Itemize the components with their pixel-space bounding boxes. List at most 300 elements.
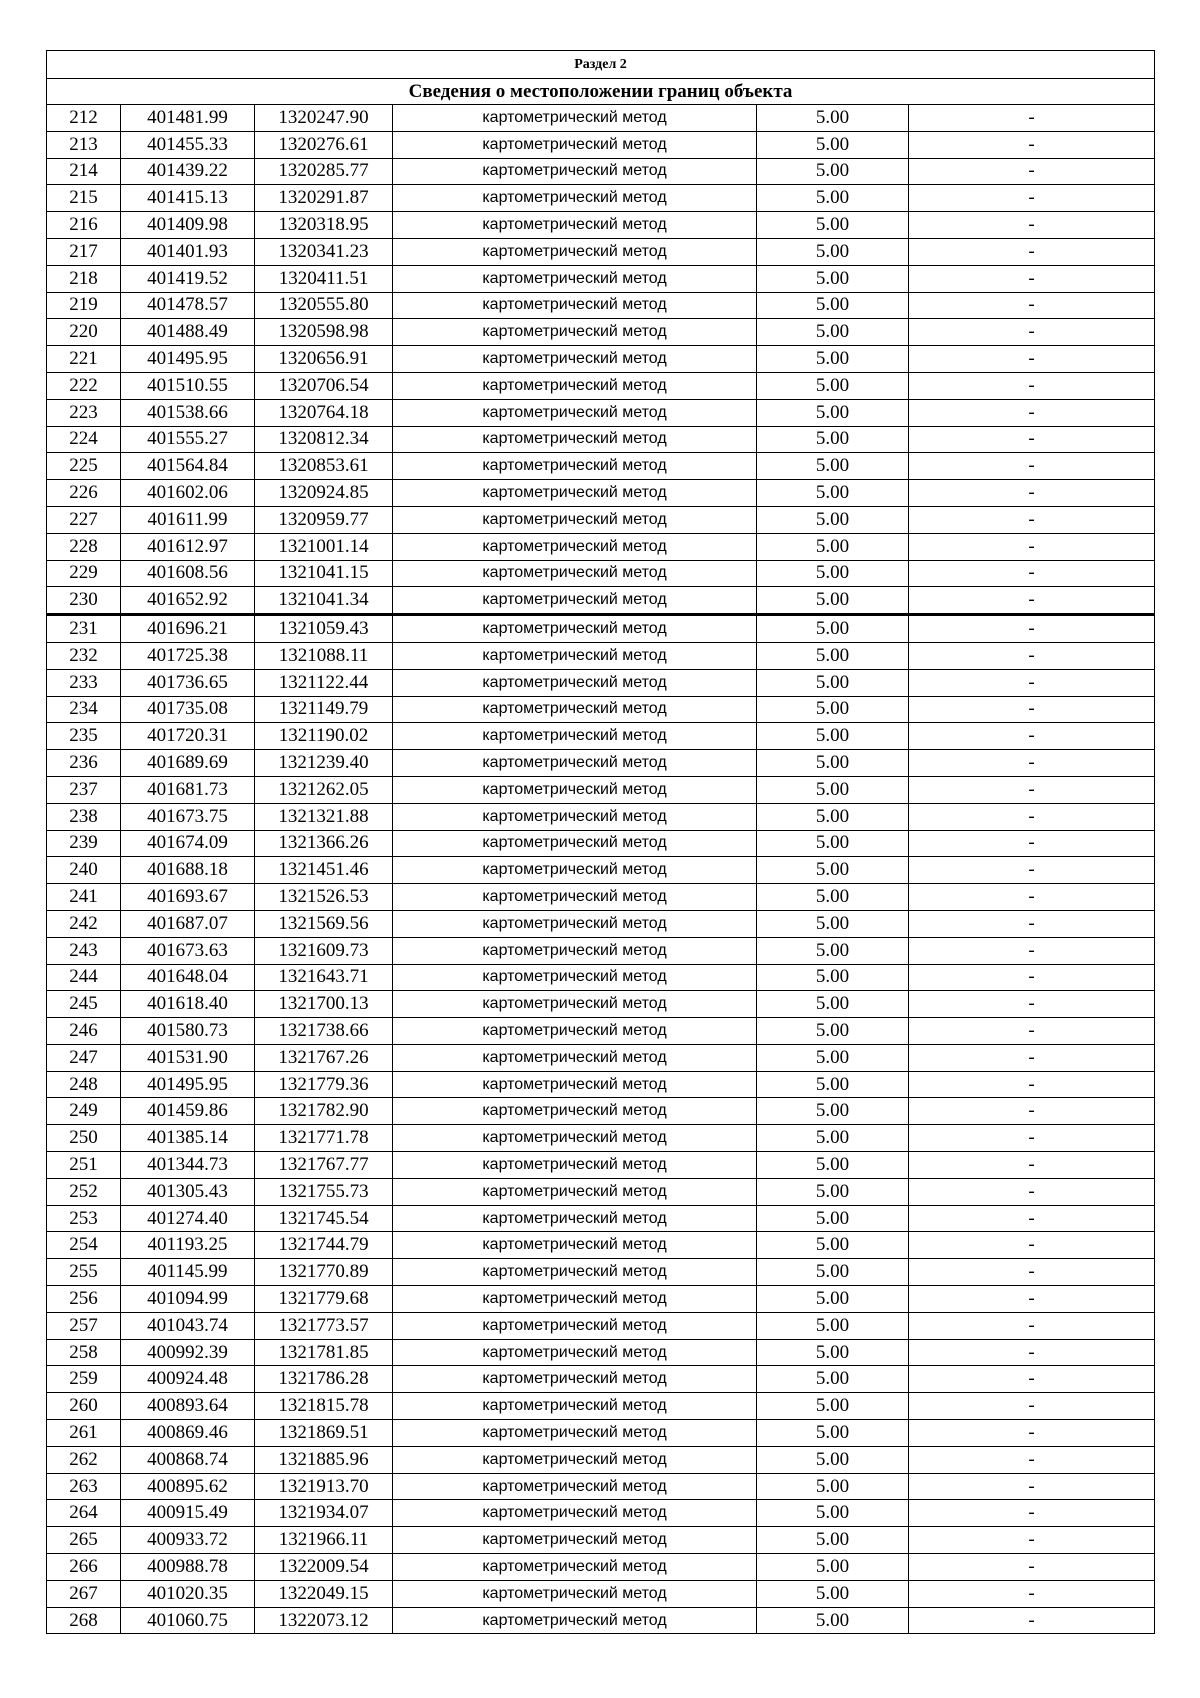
coord-x-cell: 401060.75	[121, 1607, 255, 1634]
coord-y-cell: 1320924.85	[255, 480, 393, 507]
point-number-cell: 246	[47, 1018, 121, 1045]
description-cell: -	[909, 1393, 1155, 1420]
description-cell: -	[909, 910, 1155, 937]
coord-x-cell: 400992.39	[121, 1339, 255, 1366]
point-number-cell: 253	[47, 1205, 121, 1232]
table-row	[47, 185, 1155, 212]
coord-y-cell: 1321738.66	[255, 1018, 393, 1045]
accuracy-cell: 5.00	[757, 426, 909, 453]
accuracy-cell: 5.00	[757, 506, 909, 533]
coord-x-cell: 401510.55	[121, 372, 255, 399]
coord-x-cell: 400924.48	[121, 1366, 255, 1393]
accuracy-cell: 5.00	[757, 1259, 909, 1286]
point-number-cell: 221	[47, 346, 121, 373]
coord-x-cell: 401538.66	[121, 399, 255, 426]
description-cell: -	[909, 480, 1155, 507]
accuracy-cell: 5.00	[757, 158, 909, 185]
method-cell: картометрический метод	[393, 1446, 757, 1473]
accuracy-cell: 5.00	[757, 560, 909, 587]
table-row	[47, 723, 1155, 750]
description-cell: -	[909, 105, 1155, 132]
accuracy-cell: 5.00	[757, 1366, 909, 1393]
coord-x-cell: 401618.40	[121, 991, 255, 1018]
point-number-cell: 254	[47, 1232, 121, 1259]
method-cell: картометрический метод	[393, 750, 757, 777]
table-row	[47, 803, 1155, 830]
table-row	[47, 1125, 1155, 1152]
table-row	[47, 426, 1155, 453]
table-row	[47, 292, 1155, 319]
point-number-cell: 214	[47, 158, 121, 185]
coord-x-cell: 401602.06	[121, 480, 255, 507]
coord-y-cell: 1321771.78	[255, 1125, 393, 1152]
point-number-cell: 218	[47, 265, 121, 292]
accuracy-cell: 5.00	[757, 1554, 909, 1581]
coord-y-cell: 1321262.05	[255, 776, 393, 803]
accuracy-cell: 5.00	[757, 453, 909, 480]
accuracy-cell: 5.00	[757, 1473, 909, 1500]
coord-y-cell: 1321041.34	[255, 587, 393, 615]
description-cell: -	[909, 964, 1155, 991]
method-cell: картометрический метод	[393, 857, 757, 884]
coord-x-cell: 401725.38	[121, 642, 255, 669]
table-row	[47, 1420, 1155, 1447]
coord-y-cell: 1321773.57	[255, 1312, 393, 1339]
coord-y-cell: 1321059.43	[255, 615, 393, 643]
description-cell: -	[909, 1232, 1155, 1259]
coord-y-cell: 1321779.68	[255, 1286, 393, 1313]
coord-x-cell: 401688.18	[121, 857, 255, 884]
description-cell: -	[909, 1098, 1155, 1125]
coord-x-cell: 400895.62	[121, 1473, 255, 1500]
accuracy-cell: 5.00	[757, 399, 909, 426]
coord-y-cell: 1321745.54	[255, 1205, 393, 1232]
description-cell: -	[909, 1044, 1155, 1071]
point-number-cell: 216	[47, 212, 121, 239]
accuracy-cell: 5.00	[757, 238, 909, 265]
table-row	[47, 238, 1155, 265]
coord-x-cell: 401094.99	[121, 1286, 255, 1313]
coord-y-cell: 1320411.51	[255, 265, 393, 292]
description-cell: -	[909, 587, 1155, 615]
description-cell: -	[909, 750, 1155, 777]
coord-x-cell: 400915.49	[121, 1500, 255, 1527]
coord-y-cell: 1321041.15	[255, 560, 393, 587]
description-cell: -	[909, 185, 1155, 212]
coord-y-cell: 1320764.18	[255, 399, 393, 426]
coord-y-cell: 1321451.46	[255, 857, 393, 884]
method-cell: картометрический метод	[393, 560, 757, 587]
accuracy-cell: 5.00	[757, 696, 909, 723]
point-number-cell: 268	[47, 1607, 121, 1634]
method-cell: картометрический метод	[393, 776, 757, 803]
boundary-coordinates-table	[46, 50, 1155, 1634]
coord-y-cell: 1320853.61	[255, 453, 393, 480]
accuracy-cell: 5.00	[757, 776, 909, 803]
accuracy-cell: 5.00	[757, 1098, 909, 1125]
coord-x-cell: 401673.75	[121, 803, 255, 830]
coord-x-cell: 401415.13	[121, 185, 255, 212]
method-cell: картометрический метод	[393, 212, 757, 239]
coord-y-cell: 1321239.40	[255, 750, 393, 777]
accuracy-cell: 5.00	[757, 1420, 909, 1447]
accuracy-cell: 5.00	[757, 964, 909, 991]
description-cell: -	[909, 696, 1155, 723]
description-cell: -	[909, 1339, 1155, 1366]
table-row	[47, 372, 1155, 399]
accuracy-cell: 5.00	[757, 1580, 909, 1607]
accuracy-cell: 5.00	[757, 131, 909, 158]
accuracy-cell: 5.00	[757, 1205, 909, 1232]
method-cell: картометрический метод	[393, 158, 757, 185]
coord-x-cell: 400933.72	[121, 1527, 255, 1554]
table-row	[47, 857, 1155, 884]
accuracy-cell: 5.00	[757, 669, 909, 696]
method-cell: картометрический метод	[393, 991, 757, 1018]
coord-x-cell: 401555.27	[121, 426, 255, 453]
coord-y-cell: 1321815.78	[255, 1393, 393, 1420]
table-row	[47, 1044, 1155, 1071]
coord-y-cell: 1321700.13	[255, 991, 393, 1018]
description-cell: -	[909, 937, 1155, 964]
method-cell: картометрический метод	[393, 830, 757, 857]
point-number-cell: 220	[47, 319, 121, 346]
method-cell: картометрический метод	[393, 1044, 757, 1071]
coord-x-cell: 400893.64	[121, 1393, 255, 1420]
description-cell: -	[909, 560, 1155, 587]
accuracy-cell: 5.00	[757, 480, 909, 507]
description-cell: -	[909, 292, 1155, 319]
coord-y-cell: 1321122.44	[255, 669, 393, 696]
coord-x-cell: 400869.46	[121, 1420, 255, 1447]
method-cell: картометрический метод	[393, 1098, 757, 1125]
point-number-cell: 232	[47, 642, 121, 669]
description-cell: -	[909, 1312, 1155, 1339]
description-cell: -	[909, 1125, 1155, 1152]
table-row	[47, 1205, 1155, 1232]
description-cell: -	[909, 1071, 1155, 1098]
coord-y-cell: 1321366.26	[255, 830, 393, 857]
point-number-cell: 263	[47, 1473, 121, 1500]
description-cell: -	[909, 669, 1155, 696]
method-cell: картометрический метод	[393, 346, 757, 373]
coord-x-cell: 401696.21	[121, 615, 255, 643]
accuracy-cell: 5.00	[757, 587, 909, 615]
description-cell: -	[909, 1500, 1155, 1527]
table-row	[47, 696, 1155, 723]
coord-x-cell: 401344.73	[121, 1152, 255, 1179]
coord-y-cell: 1321088.11	[255, 642, 393, 669]
method-cell: картометрический метод	[393, 1312, 757, 1339]
accuracy-cell: 5.00	[757, 1500, 909, 1527]
table-row	[47, 1178, 1155, 1205]
method-cell: картометрический метод	[393, 910, 757, 937]
point-number-cell: 223	[47, 399, 121, 426]
description-cell: -	[909, 1178, 1155, 1205]
table-row	[47, 105, 1155, 132]
method-cell: картометрический метод	[393, 1152, 757, 1179]
coord-y-cell: 1321001.14	[255, 533, 393, 560]
description-cell: -	[909, 319, 1155, 346]
accuracy-cell: 5.00	[757, 937, 909, 964]
coord-y-cell: 1321966.11	[255, 1527, 393, 1554]
table-row	[47, 1393, 1155, 1420]
coord-x-cell: 401495.95	[121, 1071, 255, 1098]
coord-y-cell: 1320291.87	[255, 185, 393, 212]
point-number-cell: 267	[47, 1580, 121, 1607]
point-number-cell: 250	[47, 1125, 121, 1152]
method-cell: картометрический метод	[393, 669, 757, 696]
description-cell: -	[909, 1205, 1155, 1232]
accuracy-cell: 5.00	[757, 1446, 909, 1473]
coord-y-cell: 1321885.96	[255, 1446, 393, 1473]
accuracy-cell: 5.00	[757, 1286, 909, 1313]
method-cell: картометрический метод	[393, 265, 757, 292]
description-cell: -	[909, 1607, 1155, 1634]
coord-y-cell: 1320706.54	[255, 372, 393, 399]
accuracy-cell: 5.00	[757, 991, 909, 1018]
method-cell: картометрический метод	[393, 372, 757, 399]
coord-x-cell: 401735.08	[121, 696, 255, 723]
section-title-row	[47, 79, 1155, 105]
accuracy-cell: 5.00	[757, 884, 909, 911]
table-row	[47, 533, 1155, 560]
description-cell: -	[909, 158, 1155, 185]
point-number-cell: 251	[47, 1152, 121, 1179]
coord-x-cell: 401612.97	[121, 533, 255, 560]
accuracy-cell: 5.00	[757, 319, 909, 346]
method-cell: картометрический метод	[393, 105, 757, 132]
description-cell: -	[909, 265, 1155, 292]
accuracy-cell: 5.00	[757, 372, 909, 399]
point-number-cell: 260	[47, 1393, 121, 1420]
description-cell: -	[909, 615, 1155, 643]
table-row	[47, 615, 1155, 643]
description-cell: -	[909, 426, 1155, 453]
description-cell: -	[909, 857, 1155, 884]
point-number-cell: 245	[47, 991, 121, 1018]
coord-x-cell: 401648.04	[121, 964, 255, 991]
method-cell: картометрический метод	[393, 292, 757, 319]
method-cell: картометрический метод	[393, 803, 757, 830]
description-cell: -	[909, 1286, 1155, 1313]
table-row	[47, 131, 1155, 158]
accuracy-cell: 5.00	[757, 1339, 909, 1366]
coord-x-cell: 401495.95	[121, 346, 255, 373]
description-cell: -	[909, 803, 1155, 830]
coord-y-cell: 1321526.53	[255, 884, 393, 911]
point-number-cell: 255	[47, 1259, 121, 1286]
table-row	[47, 399, 1155, 426]
table-row	[47, 453, 1155, 480]
description-cell: -	[909, 1152, 1155, 1179]
method-cell: картометрический метод	[393, 131, 757, 158]
table-row	[47, 1286, 1155, 1313]
point-number-cell: 224	[47, 426, 121, 453]
point-number-cell: 222	[47, 372, 121, 399]
coord-y-cell: 1321609.73	[255, 937, 393, 964]
accuracy-cell: 5.00	[757, 1125, 909, 1152]
coord-x-cell: 401409.98	[121, 212, 255, 239]
accuracy-cell: 5.00	[757, 1312, 909, 1339]
accuracy-cell: 5.00	[757, 1018, 909, 1045]
point-number-cell: 228	[47, 533, 121, 560]
point-number-cell: 230	[47, 587, 121, 615]
table-row	[47, 1259, 1155, 1286]
table-row	[47, 991, 1155, 1018]
table-row	[47, 884, 1155, 911]
method-cell: картометрический метод	[393, 884, 757, 911]
table-row	[47, 1098, 1155, 1125]
table-row	[47, 1071, 1155, 1098]
method-cell: картометрический метод	[393, 238, 757, 265]
point-number-cell: 225	[47, 453, 121, 480]
method-cell: картометрический метод	[393, 1473, 757, 1500]
coord-y-cell: 1321779.36	[255, 1071, 393, 1098]
description-cell: -	[909, 642, 1155, 669]
description-cell: -	[909, 1473, 1155, 1500]
accuracy-cell: 5.00	[757, 185, 909, 212]
method-cell: картометрический метод	[393, 1339, 757, 1366]
method-cell: картометрический метод	[393, 1286, 757, 1313]
table-row	[47, 776, 1155, 803]
point-number-cell: 240	[47, 857, 121, 884]
method-cell: картометрический метод	[393, 1607, 757, 1634]
accuracy-cell: 5.00	[757, 857, 909, 884]
coord-x-cell: 401385.14	[121, 1125, 255, 1152]
accuracy-cell: 5.00	[757, 910, 909, 937]
coord-x-cell: 401439.22	[121, 158, 255, 185]
point-number-cell: 248	[47, 1071, 121, 1098]
point-number-cell: 226	[47, 480, 121, 507]
accuracy-cell: 5.00	[757, 615, 909, 643]
method-cell: картометрический метод	[393, 615, 757, 643]
method-cell: картометрический метод	[393, 1393, 757, 1420]
coord-y-cell: 1321190.02	[255, 723, 393, 750]
point-number-cell: 234	[47, 696, 121, 723]
coord-y-cell: 1321782.90	[255, 1098, 393, 1125]
point-number-cell: 257	[47, 1312, 121, 1339]
accuracy-cell: 5.00	[757, 212, 909, 239]
point-number-cell: 264	[47, 1500, 121, 1527]
description-cell: -	[909, 1366, 1155, 1393]
description-cell: -	[909, 372, 1155, 399]
point-number-cell: 237	[47, 776, 121, 803]
description-cell: -	[909, 506, 1155, 533]
coord-x-cell: 401401.93	[121, 238, 255, 265]
point-number-cell: 238	[47, 803, 121, 830]
description-cell: -	[909, 1580, 1155, 1607]
point-number-cell: 212	[47, 105, 121, 132]
table-row	[47, 1152, 1155, 1179]
coord-x-cell: 401459.86	[121, 1098, 255, 1125]
point-number-cell: 261	[47, 1420, 121, 1447]
accuracy-cell: 5.00	[757, 292, 909, 319]
accuracy-cell: 5.00	[757, 1393, 909, 1420]
point-number-cell: 259	[47, 1366, 121, 1393]
coord-x-cell: 401481.99	[121, 105, 255, 132]
method-cell: картометрический метод	[393, 964, 757, 991]
method-cell: картометрический метод	[393, 453, 757, 480]
coord-y-cell: 1322073.12	[255, 1607, 393, 1634]
accuracy-cell: 5.00	[757, 1232, 909, 1259]
description-cell: -	[909, 1018, 1155, 1045]
method-cell: картометрический метод	[393, 1259, 757, 1286]
method-cell: картометрический метод	[393, 696, 757, 723]
point-number-cell: 258	[47, 1339, 121, 1366]
table-row	[47, 480, 1155, 507]
accuracy-cell: 5.00	[757, 1152, 909, 1179]
coord-y-cell: 1321643.71	[255, 964, 393, 991]
coord-y-cell: 1321767.77	[255, 1152, 393, 1179]
description-cell: -	[909, 131, 1155, 158]
section-title: Сведения о местоположении границ объекта	[47, 79, 1155, 105]
description-cell: -	[909, 346, 1155, 373]
coord-x-cell: 401736.65	[121, 669, 255, 696]
point-number-cell: 242	[47, 910, 121, 937]
coord-y-cell: 1321755.73	[255, 1178, 393, 1205]
coord-y-cell: 1320285.77	[255, 158, 393, 185]
table-row	[47, 1366, 1155, 1393]
table-row	[47, 1607, 1155, 1634]
method-cell: картометрический метод	[393, 1554, 757, 1581]
coord-x-cell: 401274.40	[121, 1205, 255, 1232]
coord-y-cell: 1321913.70	[255, 1473, 393, 1500]
coord-x-cell: 401020.35	[121, 1580, 255, 1607]
table-row	[47, 910, 1155, 937]
point-number-cell: 241	[47, 884, 121, 911]
table-row	[47, 1446, 1155, 1473]
coord-y-cell: 1321321.88	[255, 803, 393, 830]
coord-x-cell: 401145.99	[121, 1259, 255, 1286]
accuracy-cell: 5.00	[757, 750, 909, 777]
description-cell: -	[909, 723, 1155, 750]
table-row	[47, 642, 1155, 669]
coord-y-cell: 1321770.89	[255, 1259, 393, 1286]
accuracy-cell: 5.00	[757, 723, 909, 750]
coord-x-cell: 401531.90	[121, 1044, 255, 1071]
point-number-cell: 227	[47, 506, 121, 533]
coord-y-cell: 1320959.77	[255, 506, 393, 533]
description-cell: -	[909, 238, 1155, 265]
coord-x-cell: 401193.25	[121, 1232, 255, 1259]
point-number-cell: 231	[47, 615, 121, 643]
coord-y-cell: 1320318.95	[255, 212, 393, 239]
coord-y-cell: 1320555.80	[255, 292, 393, 319]
point-number-cell: 244	[47, 964, 121, 991]
table-row	[47, 1312, 1155, 1339]
coord-y-cell: 1320656.91	[255, 346, 393, 373]
section-label: Раздел 2	[47, 51, 1155, 79]
coord-y-cell: 1321569.56	[255, 910, 393, 937]
coord-x-cell: 401488.49	[121, 319, 255, 346]
method-cell: картометрический метод	[393, 480, 757, 507]
table-row	[47, 750, 1155, 777]
coord-x-cell: 401689.69	[121, 750, 255, 777]
table-row	[47, 1580, 1155, 1607]
coord-x-cell: 401455.33	[121, 131, 255, 158]
description-cell: -	[909, 533, 1155, 560]
coord-y-cell: 1320247.90	[255, 105, 393, 132]
method-cell: картометрический метод	[393, 723, 757, 750]
coord-y-cell: 1322049.15	[255, 1580, 393, 1607]
table-row	[47, 1473, 1155, 1500]
method-cell: картометрический метод	[393, 1178, 757, 1205]
method-cell: картометрический метод	[393, 1125, 757, 1152]
table-row	[47, 937, 1155, 964]
coord-x-cell: 401580.73	[121, 1018, 255, 1045]
accuracy-cell: 5.00	[757, 265, 909, 292]
